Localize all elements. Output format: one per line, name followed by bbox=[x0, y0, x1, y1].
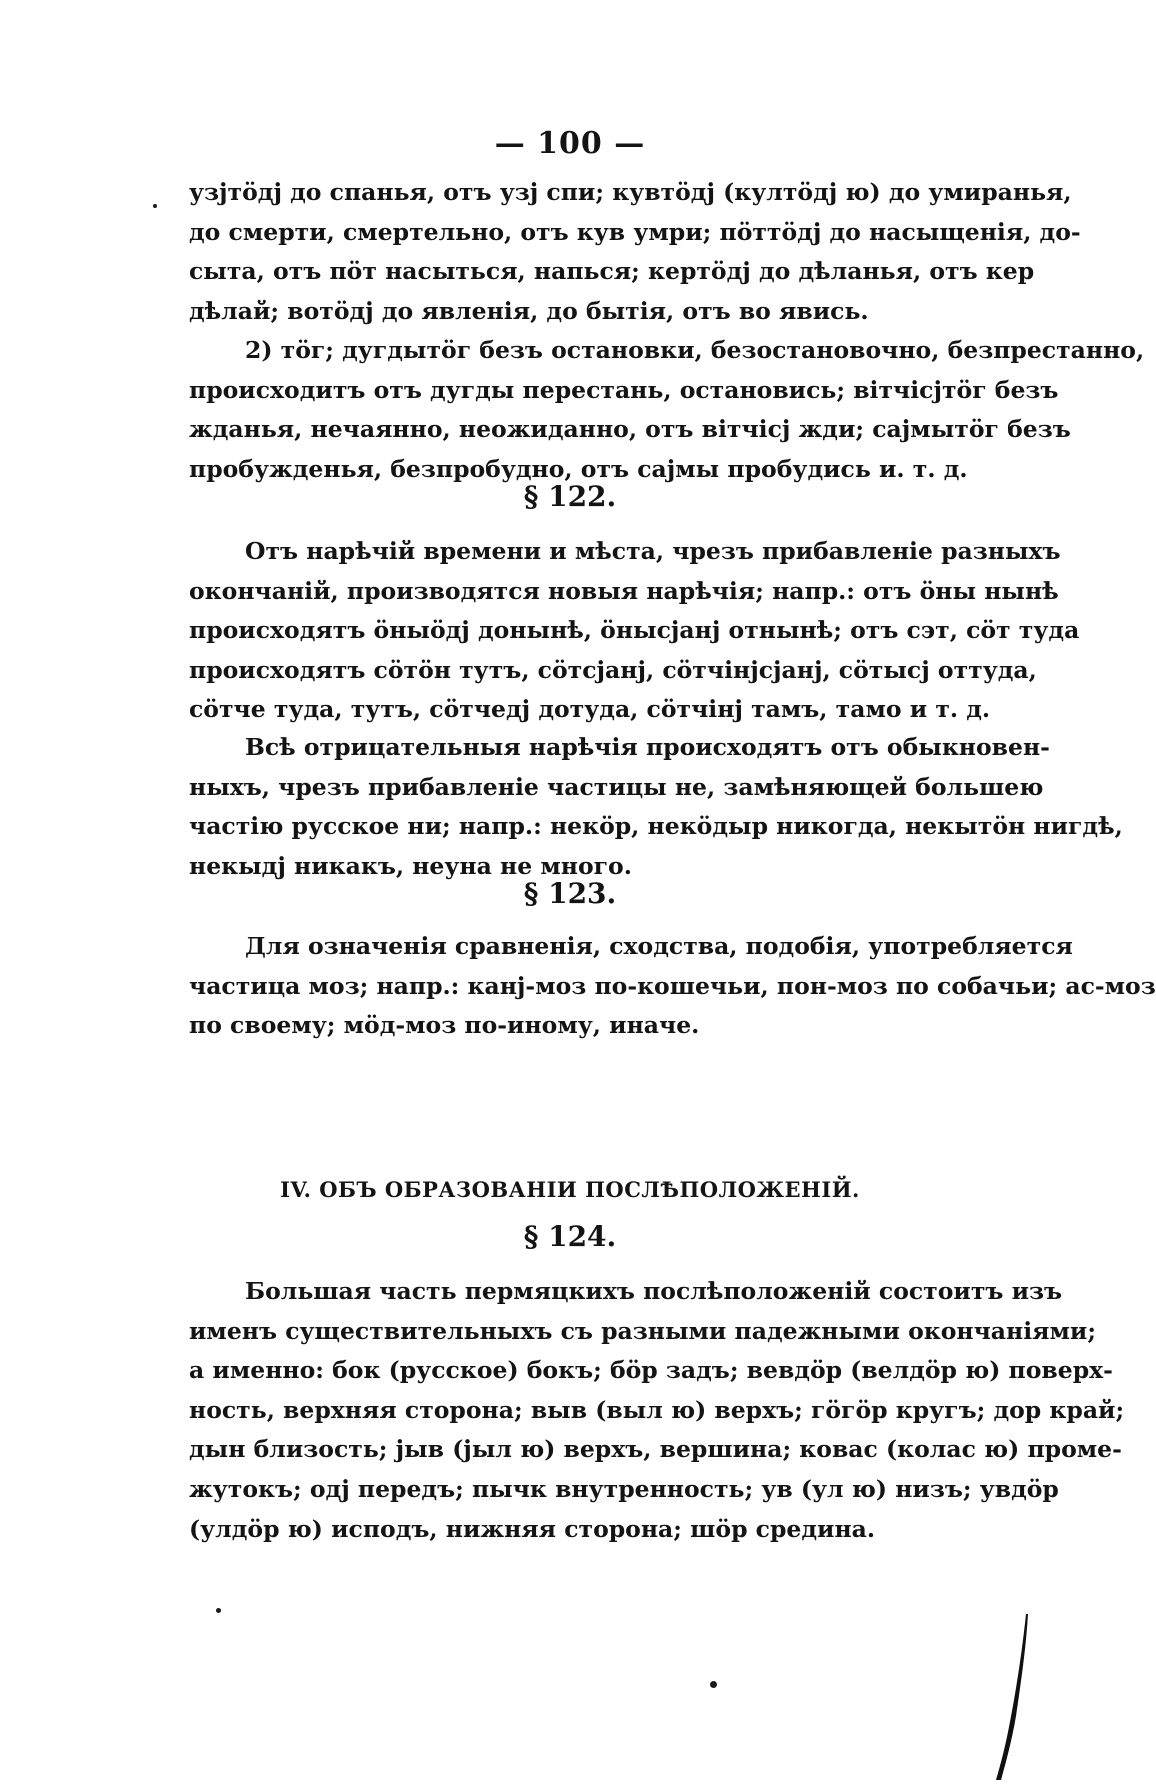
text-line: узјтöдј до спанья, отъ узј спи; кувтöдј (култöдј ю) до умиранья, bbox=[189, 178, 1072, 206]
text-line: происходятъ сöтöн тутъ, сöтсјанј, сöтчінјсјанј, сöтысј оттуда, bbox=[189, 655, 1037, 684]
text-line: ность, верхняя сторона; выв (выл ю) верхъ; гöгöр кругъ; дор край; bbox=[189, 1395, 1125, 1424]
text-line: происходятъ öныöдј донынѣ, öнысјанј отнынѣ; отъ сэт, сöт туда bbox=[189, 616, 1080, 645]
paragraph-section-123 bbox=[189, 927, 1156, 1046]
chapter-heading-iv: IV. ОБЪ ОБРАЗОВАНІИ ПОСЛѢПОЛОЖЕНІЙ. bbox=[280, 1177, 860, 1202]
ink-speck bbox=[216, 1608, 221, 1613]
text-line: частію русское ни; напр.: некöр, некöдыр никогда, некытöн нигдѣ, bbox=[189, 812, 1123, 841]
text-line: окончаній, производятся новыя нарѣчія; напр.: отъ öны нынѣ bbox=[189, 576, 1059, 605]
text-line: дын близость; јыв (јыл ю) верхъ, вершина; ковас (колас ю) проме- bbox=[189, 1435, 1122, 1464]
text-line: (улдöр ю) исподъ, нижняя сторона; шöр средина. bbox=[189, 1514, 876, 1543]
text-line: до смерти, смертельно, отъ кув умри; пöттöдј до насыщенія, до- bbox=[189, 217, 1081, 246]
text-line: Большая часть пермяцкихъ послѣположеній состоитъ изъ bbox=[245, 1277, 1063, 1305]
paragraph-adverbs-do bbox=[189, 173, 1081, 331]
text-line: по своему; мöд-моз по-иному, иначе. bbox=[189, 1011, 700, 1040]
text-line: а именно: бок (русское) бокъ; бöр задъ; вевдöр (велдöр ю) поверх- bbox=[189, 1356, 1113, 1385]
text-line: дѣлай; вотöдј до явленія, до бытія, отъ во явись. bbox=[189, 296, 869, 325]
text-line: 2) тöг; дугдытöг безъ остановки, безостановочно, безпрестанно, bbox=[245, 336, 1145, 364]
ink-stroke bbox=[992, 1612, 1032, 1782]
ink-speck bbox=[710, 1681, 717, 1688]
text-line: ныхъ, чрезъ прибавленіе частицы не, замѣняющей большею bbox=[189, 772, 1044, 801]
text-line: происходитъ отъ дугды перестань, остановись; вітчісјтöг безъ bbox=[189, 375, 1059, 404]
text-line: Для означенія сравненія, сходства, подобія, употребляется bbox=[245, 932, 1073, 960]
text-line: пробужденья, безпробудно, отъ сајмы пробудись и. т. д. bbox=[189, 454, 968, 483]
text-line: жданья, нечаянно, неожиданно, отъ вітчісј жди; сајмытöг безъ bbox=[189, 415, 1071, 444]
text-line: жутокъ; одј передъ; пычк внутренность; ув (ул ю) низъ; увдöр bbox=[189, 1474, 1059, 1503]
paragraph-negative-adverbs bbox=[189, 728, 1123, 886]
text-line: частица моз; напр.: канј-моз по-кошечьи, пон-моз по собачьи; ас-моз bbox=[189, 971, 1156, 1000]
section-124-heading: § 124. bbox=[523, 1220, 617, 1253]
paragraph-adverbs-tog bbox=[189, 331, 1145, 489]
text-line: сыта, отъ пöт насыться, напься; кертöдј до дѣланья, отъ кер bbox=[189, 257, 1035, 286]
text-line: Отъ нарѣчій времени и мѣста, чрезъ прибавленіе разныхъ bbox=[245, 537, 1061, 565]
text-line: некыдј никакъ, неуна не много. bbox=[189, 851, 632, 880]
page-number: — 100 — bbox=[494, 126, 646, 161]
section-122-heading: § 122. bbox=[523, 480, 617, 513]
paragraph-section-122 bbox=[189, 532, 1080, 730]
paragraph-section-124 bbox=[189, 1272, 1125, 1549]
ink-speck bbox=[153, 204, 157, 208]
section-123-heading: § 123. bbox=[523, 877, 617, 910]
text-line: Всѣ отрицательныя нарѣчія происходятъ отъ обыкновен- bbox=[245, 733, 1050, 761]
text-line: сöтче туда, тутъ, сöтчедј дотуда, сöтчінј тамъ, тамо и т. д. bbox=[189, 695, 991, 724]
text-line: именъ существительныхъ съ разными падежными окончаніями; bbox=[189, 1316, 1097, 1345]
